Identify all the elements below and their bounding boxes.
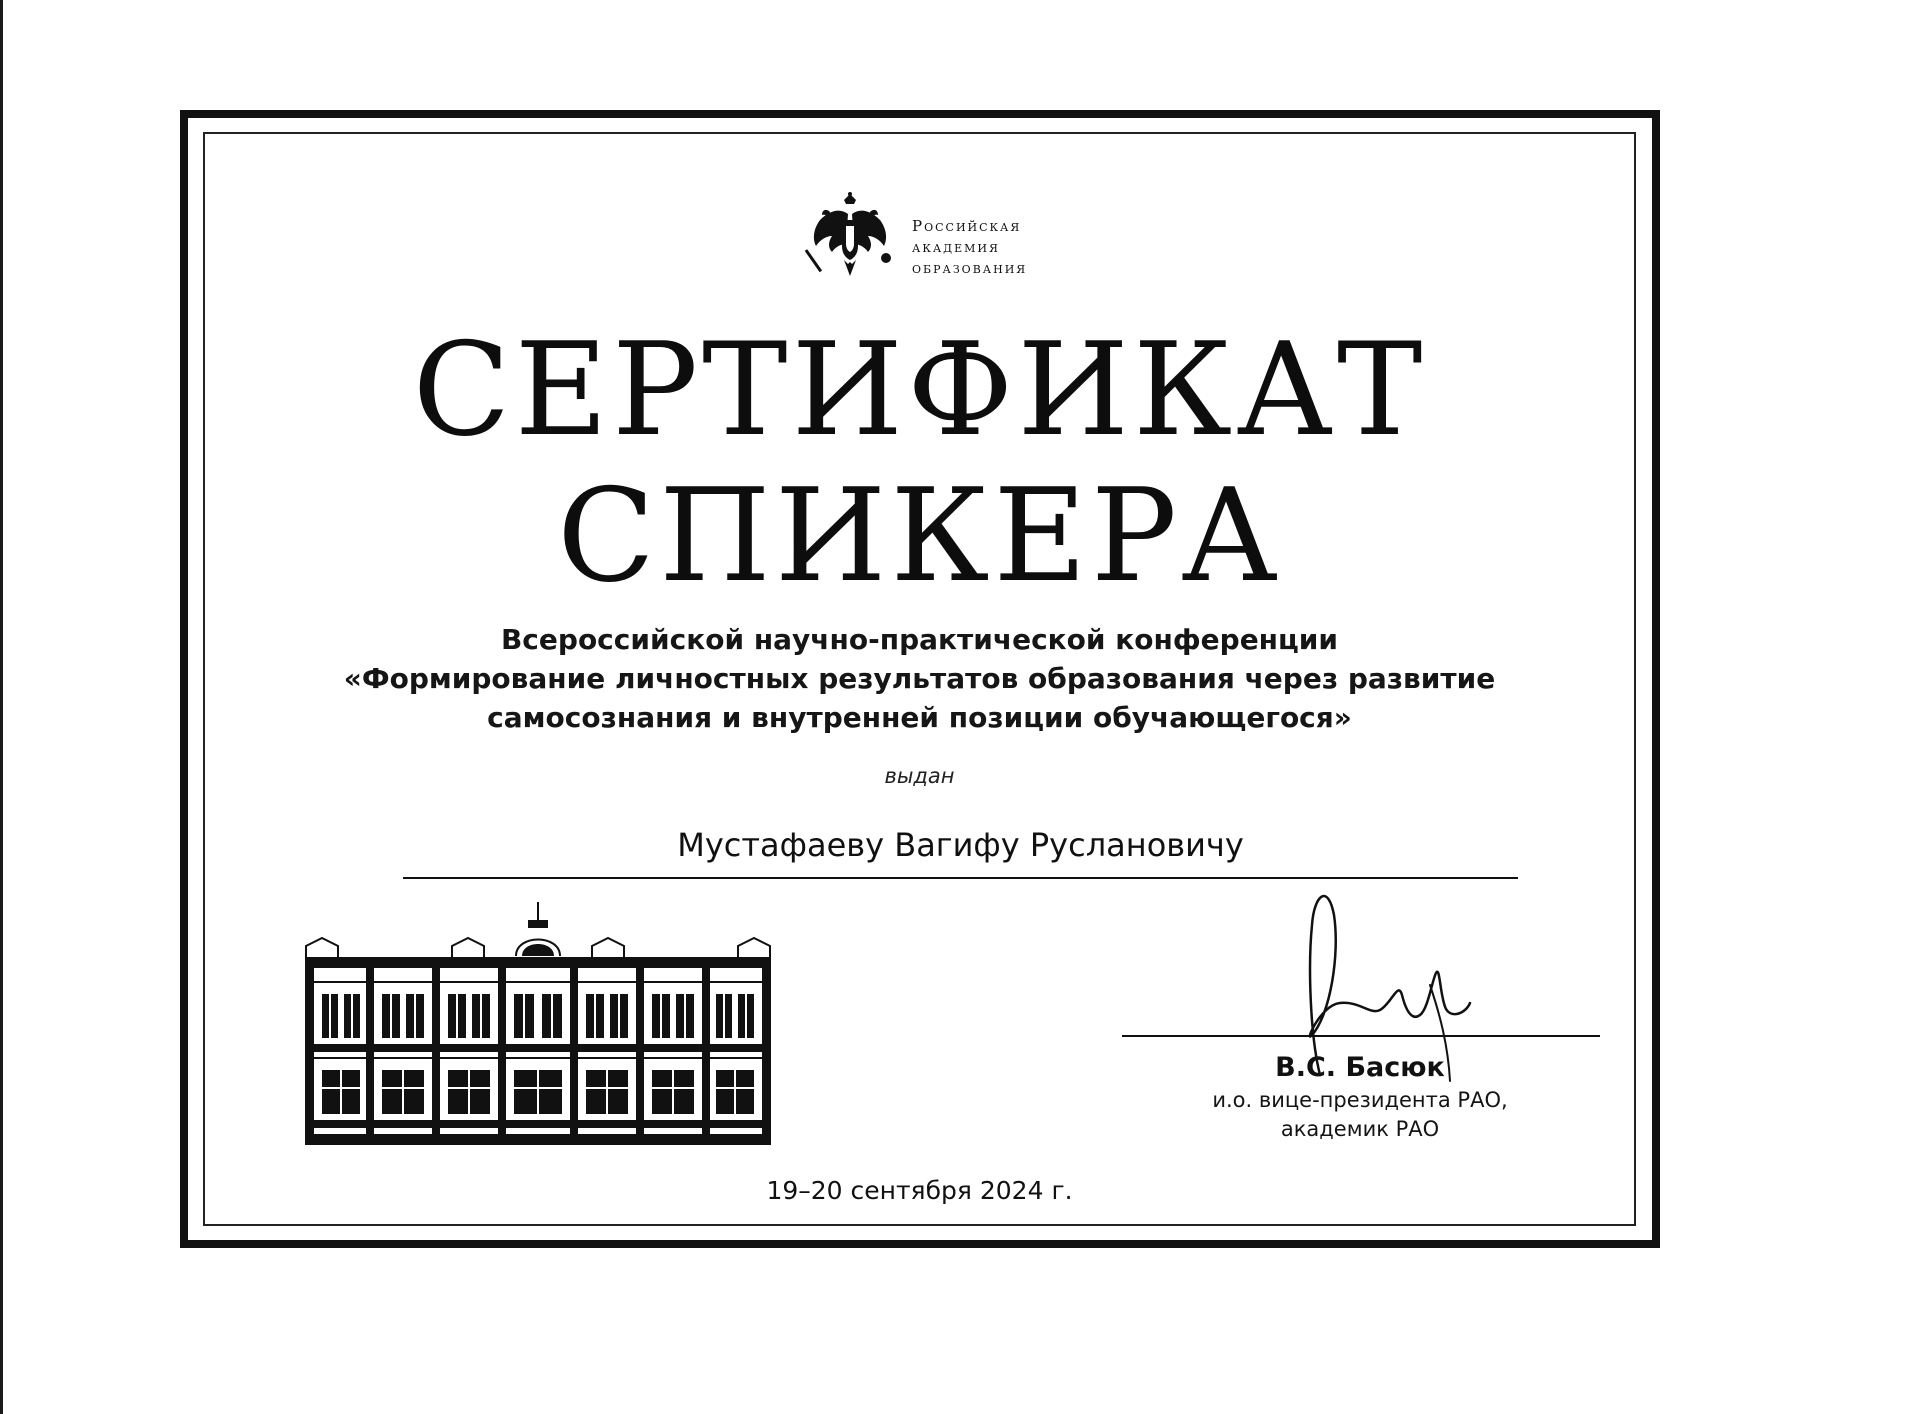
rao-logo — [800, 190, 1070, 290]
recipient-name: Мустафаеву Вагифу Руслановичу — [677, 826, 1244, 864]
logo-line-1: Российская — [912, 217, 1022, 235]
conference-line-2: «Формирование личностных результатов образования через развитие — [343, 662, 1496, 695]
signer-name: В.С. Басюк — [1275, 1052, 1445, 1083]
logo-text — [912, 216, 1027, 279]
signer-role-line-1: и.о. вице-президента РАО, — [1212, 1088, 1508, 1112]
conference-line-3: самосознания и внутренней позиции обучающегося» — [487, 701, 1352, 734]
certificate-title — [203, 318, 1636, 610]
issued-label: выдан — [884, 764, 955, 788]
signer-block — [1150, 1050, 1570, 1144]
conference-line-1: Всероссийской научно-практической конференции — [500, 623, 1339, 656]
title-line-2: СПИКЕРА — [557, 462, 1282, 611]
certificate-date: 19–20 сентября 2024 г. — [766, 1176, 1073, 1205]
double-headed-eagle-icon — [800, 190, 900, 290]
logo-line-2: академия — [912, 238, 1000, 256]
signer-role-line-2: академик РАО — [1280, 1117, 1440, 1141]
title-line-1: СЕРТИФИКАТ — [412, 316, 1427, 465]
signature-line — [1122, 1035, 1600, 1037]
scan-edge — [0, 0, 3, 1414]
building-illustration — [302, 898, 774, 1148]
conference-description — [203, 620, 1636, 737]
logo-line-3: образования — [912, 259, 1028, 277]
recipient-underline — [403, 877, 1518, 879]
